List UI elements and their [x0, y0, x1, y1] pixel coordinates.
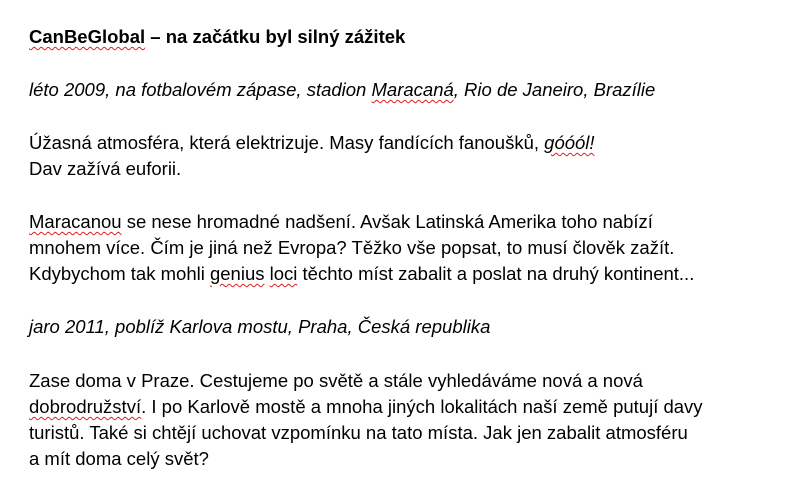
- spacer: [29, 103, 789, 130]
- spacer: [29, 182, 789, 209]
- paragraph-3-line-2: [29, 394, 789, 420]
- date-text: , Rio de Janeiro, Brazílie: [453, 79, 656, 100]
- body-text: Úžasná atmosféra, která elektrizuje. Masy fandících fanoušků,: [29, 132, 545, 153]
- misspelled-word: genius: [209, 263, 265, 284]
- misspelled-word: dobrodružství: [29, 396, 142, 417]
- misspelled-word: góóól!: [544, 132, 595, 153]
- paragraph-1-line-1: [29, 130, 789, 156]
- spacer: [29, 287, 789, 314]
- paragraph-3-line-4: a mít doma celý svět?: [29, 448, 209, 469]
- brand-name: CanBeGlobal: [29, 26, 146, 47]
- spacer: [29, 50, 789, 77]
- section-date-1: [29, 77, 789, 103]
- body-text: těchto míst zabalit a poslat na druhý kontinent...: [297, 263, 695, 284]
- misspelled-word: Maracaná: [371, 79, 454, 100]
- misspelled-word: loci: [269, 263, 298, 284]
- misspelled-word: Maracanou: [29, 211, 122, 232]
- section-date-2: jaro 2011, poblíž Karlova mostu, Praha, Česká republika: [29, 316, 491, 337]
- paragraph-3-line-1: Zase doma v Praze. Cestujeme po světě a stále vyhledáváme nová a nová: [29, 370, 643, 391]
- date-text: léto 2009, na fotbalovém zápase, stadion: [29, 79, 372, 100]
- body-text: . I po Karlově mostě a mnoha jiných lokalitách naší země putují davy: [141, 396, 703, 417]
- paragraph-2-line-3: [29, 261, 789, 287]
- title-text: – na začátku byl silný zážitek: [145, 26, 406, 47]
- body-text: se nese hromadné nadšení. Avšak Latinská Amerika toho nabízí: [121, 211, 653, 232]
- document-body: [29, 24, 789, 472]
- spacer: [29, 340, 789, 368]
- paragraph-1-line-2: Dav zažívá euforii.: [29, 158, 182, 179]
- paragraph-3-line-3: turistů. Také si chtějí uchovat vzpomínku na tato místa. Jak jen zabalit atmosféru: [29, 422, 688, 443]
- body-text: Kdybychom tak mohli: [29, 263, 210, 284]
- paragraph-2-line-1: [29, 209, 789, 235]
- paragraph-2-line-2: mnohem více. Čím je jiná než Evropa? Těžko vše popsat, to musí člověk zažít.: [29, 237, 675, 258]
- document-title: [29, 24, 789, 50]
